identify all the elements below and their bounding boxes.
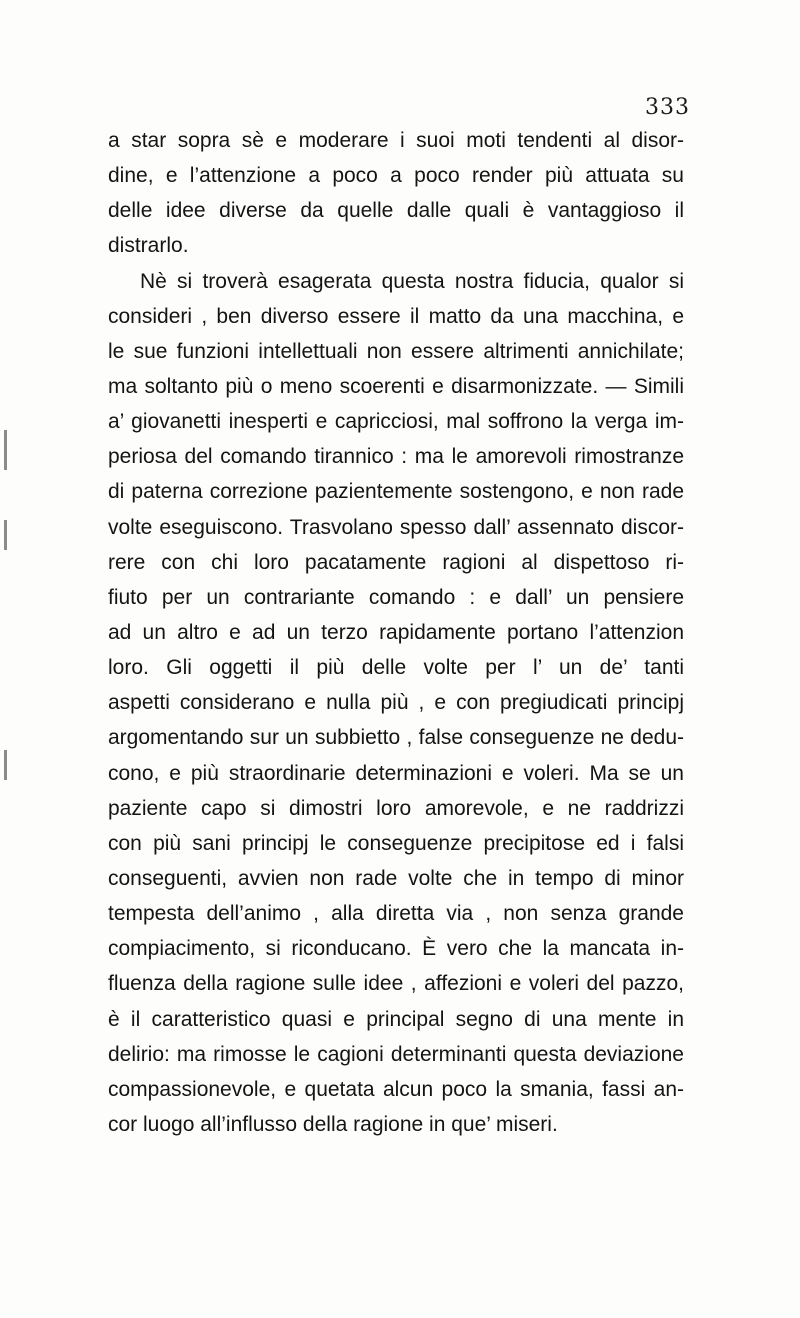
text-line: dine, e l’attenzione a poco a poco render più attuata su: [108, 164, 684, 188]
text-line: è il caratteristico quasi e principal segno di una mente in: [108, 1007, 684, 1031]
body-text: [108, 123, 684, 1142]
text-line: compiacimento, si riconducano. È vero che la mancata in-: [108, 937, 684, 961]
text-line: ma soltanto più o meno scoerenti e disarmonizzate. — Simili: [108, 374, 684, 398]
text-line: fluenza della ragione sulle idee , affezioni e voleri del pazzo,: [108, 972, 684, 996]
text-line: delirio: ma rimosse le cagioni determinanti questa deviazione: [108, 1042, 684, 1066]
text-line: conseguenti, avvien non rade volte che in tempo di minor: [108, 866, 684, 890]
text-line: distrarlo.: [108, 234, 189, 258]
text-line: periosa del comando tirannico : ma le amorevoli rimostranze: [108, 445, 684, 469]
binding-shadow-mark: [4, 750, 7, 780]
text-line: compassionevole, e quetata alcun poco la smania, fassi an-: [108, 1077, 684, 1101]
text-line: fiuto per un contrariante comando : e dall’ un pensiere: [108, 585, 684, 609]
page-number: 333: [645, 95, 690, 120]
text-line: paziente capo si dimostri loro amorevole, e ne raddrizzi: [108, 796, 684, 820]
text-line: argomentando sur un subbietto , false conseguenze ne dedu-: [108, 726, 684, 750]
text-line: a’ giovanetti inesperti e capricciosi, mal soffrono la verga im-: [108, 410, 684, 434]
text-line: volte eseguiscono. Trasvolano spesso dall’ assennato discor-: [108, 515, 684, 539]
binding-shadow-mark: [4, 430, 7, 470]
text-line: rere con chi loro pacatamente ragioni al dispettoso ri-: [108, 550, 684, 574]
text-line: consideri , ben diverso essere il matto da una macchina, e: [108, 304, 684, 328]
text-line: con più sani principj le conseguenze precipitose ed i falsi: [108, 831, 684, 855]
text-line: di paterna correzione pazientemente sostengono, e non rade: [108, 480, 684, 504]
binding-shadow-mark: [4, 520, 7, 550]
text-line: ad un altro e ad un terzo rapidamente portano l’attenzion: [108, 620, 684, 644]
text-line: Nè si troverà esagerata questa nostra fiducia, qualor si: [140, 269, 684, 293]
text-line: aspetti considerano e nulla più , e con pregiudicati principj: [108, 691, 684, 715]
text-line: cono, e più straordinarie determinazioni e voleri. Ma se un: [108, 761, 684, 785]
text-line: cor luogo all’influsso della ragione in que’ miseri.: [108, 1112, 558, 1136]
text-line: le sue funzioni intellettuali non essere altrimenti annichilate;: [108, 339, 684, 363]
text-line: delle idee diverse da quelle dalle quali è vantaggioso il: [108, 199, 684, 223]
text-line: loro. Gli oggetti il più delle volte per l’ un de’ tanti: [108, 656, 684, 680]
text-line: a star sopra sè e moderare i suoi moti tendenti al disor-: [108, 129, 684, 152]
text-line: tempesta dell’animo , alla diretta via , non senza grande: [108, 902, 684, 926]
